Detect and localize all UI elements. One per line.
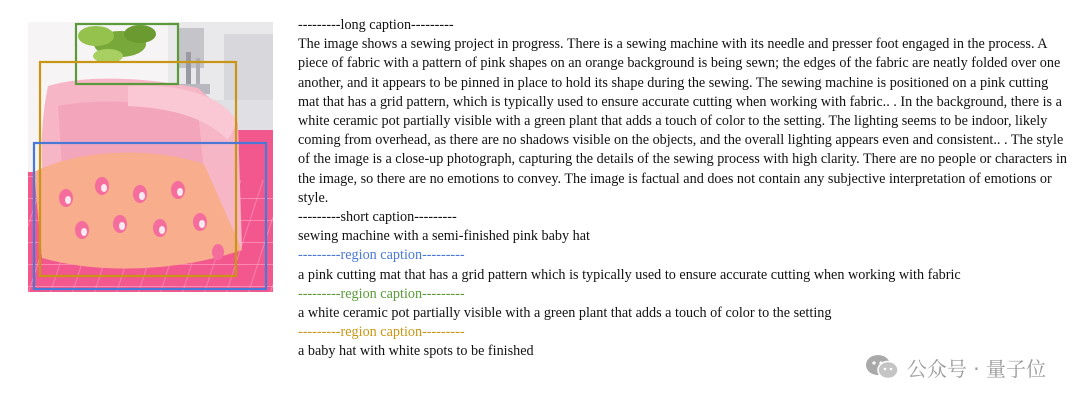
long-caption-header: ---------long caption--------- xyxy=(298,17,454,33)
pink-hat xyxy=(34,79,242,269)
long-caption-text: The image shows a sewing project in progress. There is a sewing machine with its needle and presser foot engaged in the process. A piece of fabric with a pattern of pink shapes on an orange background is being sewn; the edges of the fabric are neatly folded over one another, and it appears to be pinned in place to hold its shape during the sewing. The sewing machine is positioned on a pink cutting mat that has a grid pattern, which is typically used to ensure accurate cutting when working with fabric.. . In the background, there is a white ceramic pot partially visible with a green plant that adds a touch of color to the setting. The lighting seems to be indoor, likely coming from overhead, as there are no shadows visible on the objects, and the overall lighting appears even and consistent.. . The style of the image is a close-up photograph, capturing the details of the sewing process with high clarity. There are no people or characters in the image, so there are no emotions to convey. The image is factual and does not contain any subjective interpretation of emotions or style. xyxy=(298,36,1068,206)
watermark xyxy=(865,352,1046,382)
green-region-caption-header: ---------region caption--------- xyxy=(298,285,465,302)
sewing-photo-drawing xyxy=(28,22,273,292)
gold-region-caption-text: a baby hat with white spots to be finished xyxy=(298,343,534,360)
short-caption-header: ---------short caption--------- xyxy=(298,209,457,226)
blue-region-caption-text: a pink cutting mat that has a grid pattern which is typically used to ensure accurate cutting when working with fabric xyxy=(298,266,961,283)
watermark-text: 公众号 · 量子位 xyxy=(906,356,1046,381)
wechat-icon xyxy=(865,354,899,380)
green-region-caption-text: a white ceramic pot partially visible with a green plant that adds a touch of color to the setting xyxy=(298,305,832,322)
short-caption-text: sewing machine with a semi-finished pink baby hat xyxy=(298,228,590,245)
blue-region-caption-header: ---------region caption--------- xyxy=(298,247,465,264)
caption-column xyxy=(298,16,1068,362)
sewing-photo xyxy=(28,22,273,292)
gold-region-caption-header: ---------region caption--------- xyxy=(298,324,465,341)
